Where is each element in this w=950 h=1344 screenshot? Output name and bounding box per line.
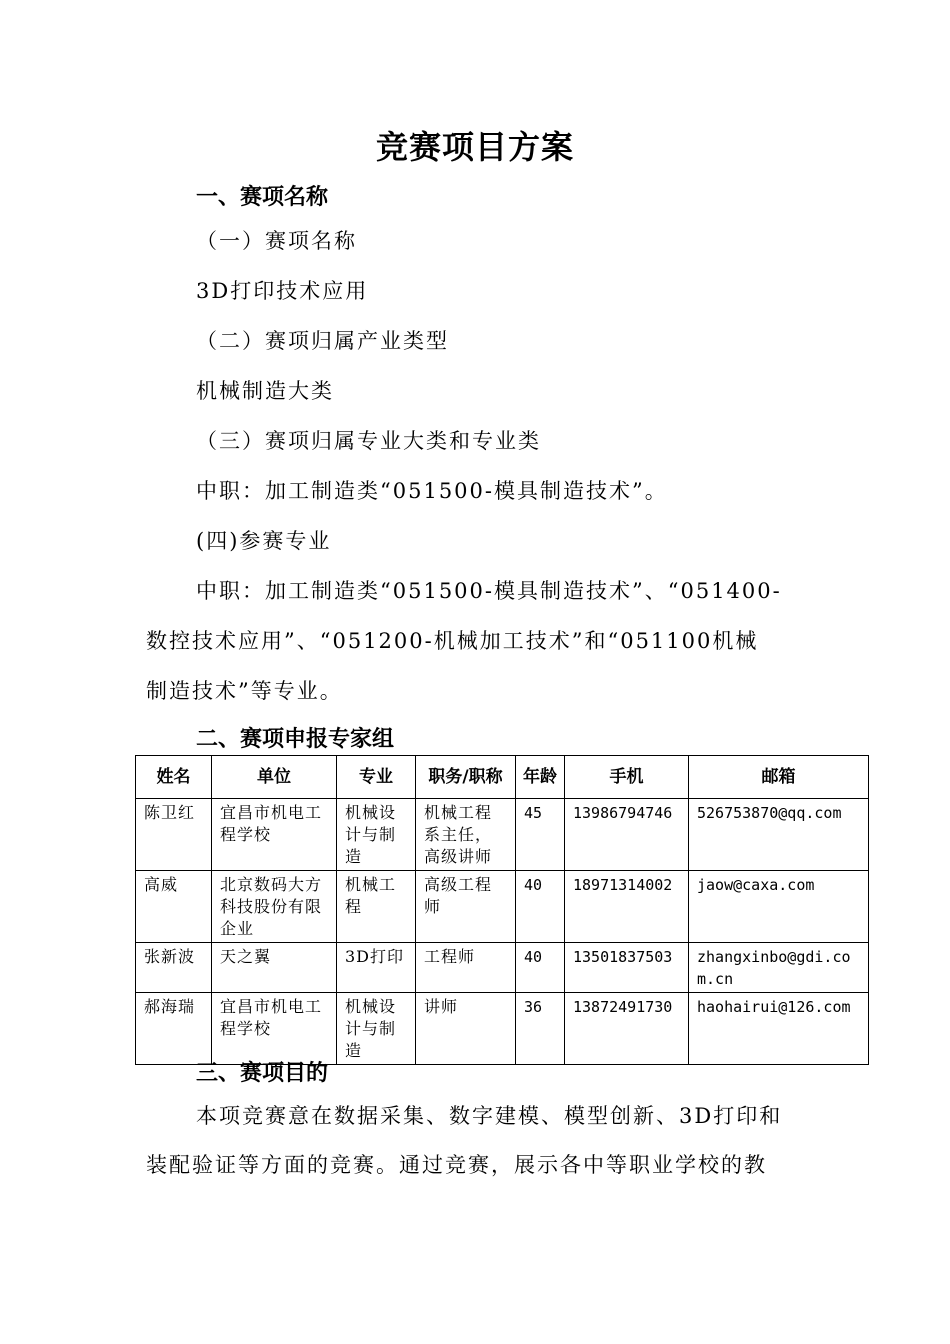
cell-unit: 宜昌市机电工程学校 xyxy=(212,799,337,871)
cell-major: 机械工程 xyxy=(337,871,416,943)
header-title: 职务/职称 xyxy=(416,756,516,799)
cell-phone: 13872491730 xyxy=(565,993,689,1065)
header-phone: 手机 xyxy=(565,756,689,799)
cell-phone: 18971314002 xyxy=(565,871,689,943)
cell-email: haohairui@126.com xyxy=(689,993,869,1065)
subheading-event-name: （一）赛项名称 xyxy=(196,229,357,253)
header-unit: 单位 xyxy=(212,756,337,799)
page-title: 竞赛项目方案 xyxy=(375,128,574,166)
cell-name: 郝海瑞 xyxy=(136,993,212,1065)
expert-table xyxy=(135,755,869,1065)
cell-email: jaow@caxa.com xyxy=(689,871,869,943)
cell-age: 36 xyxy=(516,993,565,1065)
cell-unit: 北京数码大方科技股份有限企业 xyxy=(212,871,337,943)
table-header-row xyxy=(136,756,869,799)
cell-unit: 天之翼 xyxy=(212,943,337,993)
subheading-industry-type: （二）赛项归属产业类型 xyxy=(196,329,449,353)
section-heading-2: 二、赛项申报专家组 xyxy=(196,727,395,752)
subheading-majors: (四)参赛专业 xyxy=(196,529,332,553)
header-major: 专业 xyxy=(337,756,416,799)
header-email: 邮箱 xyxy=(689,756,869,799)
cell-title: 高级工程师 xyxy=(416,871,516,943)
header-name: 姓名 xyxy=(136,756,212,799)
cell-major: 机械设计与制造 xyxy=(337,799,416,871)
header-age: 年龄 xyxy=(516,756,565,799)
cell-title: 讲师 xyxy=(416,993,516,1065)
cell-title: 机械工程系主任，高级讲师 xyxy=(416,799,516,871)
purpose-text-line-1: 本项竞赛意在数据采集、数字建模、模型创新、3D打印和 xyxy=(196,1104,783,1128)
purpose-text-line-2: 装配验证等方面的竞赛。通过竞赛，展示各中等职业学校的教 xyxy=(146,1153,767,1177)
cell-unit: 宜昌市机电工程学校 xyxy=(212,993,337,1065)
cell-phone: 13501837503 xyxy=(565,943,689,993)
cell-age: 40 xyxy=(516,943,565,993)
subheading-major-category: （三）赛项归属专业大类和专业类 xyxy=(196,429,541,453)
major-category-text: 中职：加工制造类“051500-模具制造技术”。 xyxy=(196,479,668,503)
cell-email: 526753870@qq.com xyxy=(689,799,869,871)
cell-phone: 13986794746 xyxy=(565,799,689,871)
cell-email: zhangxinbo@gdi.com.cn xyxy=(689,943,869,993)
cell-name: 高威 xyxy=(136,871,212,943)
cell-name: 陈卫红 xyxy=(136,799,212,871)
table-row xyxy=(136,993,869,1065)
event-name-text: 3D打印技术应用 xyxy=(196,279,369,303)
section-heading-1: 一、赛项名称 xyxy=(196,185,329,210)
cell-major: 3D打印 xyxy=(337,943,416,993)
table-row xyxy=(136,871,869,943)
industry-type-text: 机械制造大类 xyxy=(196,379,334,403)
majors-text-line-2: 数控技术应用”、“051200-机械加工技术”和“051100机械 xyxy=(146,629,759,653)
majors-text-line-1: 中职：加工制造类“051500-模具制造技术”、“051400- xyxy=(196,579,782,603)
majors-text-line-3: 制造技术”等专业。 xyxy=(146,679,343,703)
cell-major: 机械设计与制造 xyxy=(337,993,416,1065)
cell-name: 张新波 xyxy=(136,943,212,993)
table-row xyxy=(136,799,869,871)
cell-age: 45 xyxy=(516,799,565,871)
section-heading-3: 三、赛项目的 xyxy=(196,1061,329,1086)
table-row xyxy=(136,943,869,993)
cell-title: 工程师 xyxy=(416,943,516,993)
cell-age: 40 xyxy=(516,871,565,943)
